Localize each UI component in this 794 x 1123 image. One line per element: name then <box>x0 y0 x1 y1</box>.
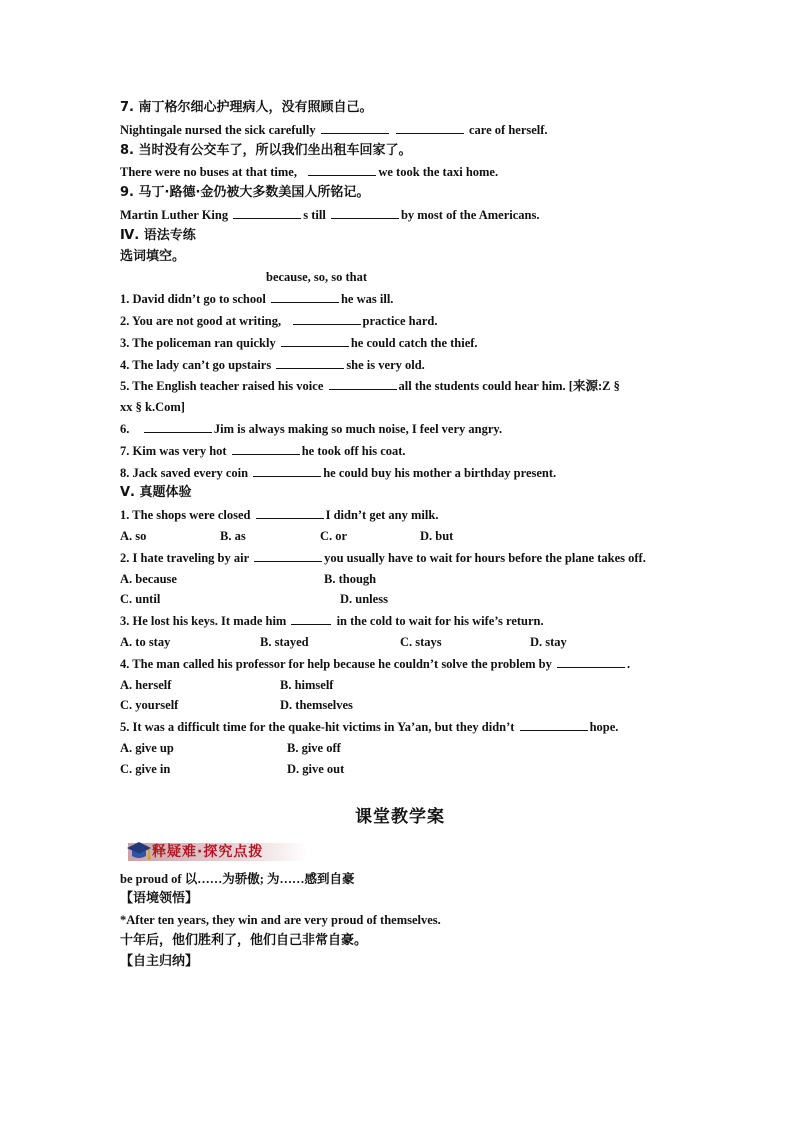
grammar-item-8-pre: 8. Jack saved every coin <box>120 465 249 480</box>
phrase-heading: be proud of 以……为骄傲; 为……感到自豪 <box>120 871 355 886</box>
grammar-item-3 <box>120 332 680 354</box>
exam-q3-option-d[interactable]: D. stay <box>530 634 567 649</box>
q9-blank-2[interactable] <box>331 204 399 219</box>
exam-q2-option-d[interactable]: D. unless <box>340 592 388 607</box>
source-tail: xx § k.Com] <box>120 400 185 415</box>
graduation-cap-icon <box>126 839 152 863</box>
exam-q2-post: you usually have to wait for hours before the plane takes off. <box>324 550 646 565</box>
q7-text-a: Nightingale nursed the sick carefully <box>120 122 316 137</box>
exam-q5-blank[interactable] <box>520 716 588 731</box>
grammar-item-5 <box>120 375 680 397</box>
exam-q1-option-d[interactable]: D. but <box>420 528 454 543</box>
exam-title: Ⅴ. 真题体验 <box>120 485 192 501</box>
context-label: 【语境领悟】 <box>120 891 199 907</box>
classroom-title: 课堂教学案 <box>355 806 445 827</box>
q9-text-b: s till <box>303 207 326 222</box>
q8-chinese: 8. 当时没有公交车了，所以我们坐出租车回家了。 <box>120 142 412 158</box>
grammar-subtitle: 选词填空。 <box>120 248 186 264</box>
exam-q4-pre: 4. The man called his professor for help because he couldn’t solve the problem by <box>120 656 552 671</box>
exam-q1-option-c[interactable]: C. or <box>320 528 348 543</box>
q9-text-c: by most of the Americans. <box>400 207 540 222</box>
grammar-item-6-pre: 6. <box>120 421 130 436</box>
exam-q1 <box>120 504 680 526</box>
grammar-title: Ⅳ. 语法专练 <box>120 227 196 243</box>
grammar-item-4 <box>120 354 680 376</box>
grammar-item-8-blank[interactable] <box>253 462 321 477</box>
q7-blank-1[interactable] <box>321 119 389 134</box>
exam-q4-options-row2 <box>120 695 680 716</box>
grammar-item-3-pre: 3. The policeman ran quickly <box>120 335 276 350</box>
exam-q2-options-row1 <box>120 569 680 590</box>
exam-q3-blank[interactable] <box>291 610 331 625</box>
exam-q5-option-d[interactable]: D. give out <box>287 761 345 776</box>
grammar-item-3-post: he could catch the thief. <box>350 335 478 350</box>
exam-q2-option-a[interactable]: A. because <box>120 571 177 586</box>
exam-q5-option-b[interactable]: B. give off <box>287 740 341 755</box>
q9-chinese: 9. 马丁·路德·金仍被大多数美国人所铭记。 <box>120 185 370 201</box>
q8-text-a: There were no buses at that time, <box>120 165 297 180</box>
grammar-item-1-blank[interactable] <box>271 288 339 303</box>
exam-q4-blank[interactable] <box>557 653 625 668</box>
grammar-item-7-blank[interactable] <box>232 440 300 455</box>
exam-q5-post: hope. <box>589 720 619 735</box>
q7-chinese: 7. 南丁格尔细心护理病人，没有照顾自己。 <box>120 100 373 115</box>
exam-q5-option-a[interactable]: A. give up <box>120 740 174 755</box>
banner <box>120 837 310 865</box>
q7-blank-2[interactable] <box>396 119 464 134</box>
example-english: *After ten years, they win and are very proud of themselves. <box>120 913 441 928</box>
exam-q5 <box>120 716 680 738</box>
exam-q2-blank[interactable] <box>254 547 322 562</box>
exam-q2-pre: 2. I hate traveling by air <box>120 550 249 565</box>
exam-q1-options <box>120 526 680 547</box>
exam-q3-option-b[interactable]: B. stayed <box>260 634 309 649</box>
q9-blank-1[interactable] <box>233 204 301 219</box>
grammar-item-2-blank[interactable] <box>293 310 361 325</box>
grammar-item-8 <box>120 462 680 484</box>
grammar-item-2-pre: 2. You are not good at writing, <box>120 313 282 328</box>
exam-q1-pre: 1. The shops were closed <box>120 508 251 523</box>
q9-text-a: Martin Luther King <box>120 207 229 222</box>
exam-q4-options-row1 <box>120 675 680 696</box>
worksheet-page <box>120 98 680 972</box>
grammar-item-1 <box>120 288 680 310</box>
exam-q5-pre: 5. It was a difficult time for the quake-hit victims in Ya’an, but they didn’t <box>120 720 515 735</box>
q9-english <box>120 204 680 226</box>
exam-q1-blank[interactable] <box>256 504 324 519</box>
exam-q3-post: in the cold to wait for his wife’s return. <box>336 614 544 629</box>
exam-q3-option-a[interactable]: A. to stay <box>120 634 171 649</box>
exam-q2 <box>120 547 674 569</box>
summary-label: 【自主归纳】 <box>120 953 199 969</box>
grammar-item-5-pre: 5. The English teacher raised his voice <box>120 379 324 394</box>
grammar-item-1-pre: 1. David didn’t go to school <box>120 292 266 307</box>
exam-q4-option-d[interactable]: D. themselves <box>280 698 353 713</box>
exam-q5-options-row1 <box>120 738 680 759</box>
exam-q3 <box>120 610 680 632</box>
grammar-item-8-post: he could buy his mother a birthday present. <box>323 465 557 480</box>
exam-q3-options <box>120 632 680 653</box>
grammar-item-5-post: all the students could hear him. [来源:Z § <box>398 379 620 394</box>
exam-q5-options-row2 <box>120 759 680 780</box>
exam-q2-option-c[interactable]: C. until <box>120 592 161 607</box>
word-bank: because, so, so that <box>266 270 368 285</box>
exam-q1-option-b[interactable]: B. as <box>220 528 246 543</box>
exam-q2-options-row2 <box>120 589 680 610</box>
exam-q5-option-c[interactable]: C. give in <box>120 761 171 776</box>
example-chinese: 十年后，他们胜利了，他们自己非常自豪。 <box>120 932 368 948</box>
grammar-item-2 <box>120 310 680 332</box>
exam-q4 <box>120 653 674 675</box>
exam-q1-option-a[interactable]: A. so <box>120 528 147 543</box>
exam-q4-option-a[interactable]: A. herself <box>120 677 172 692</box>
grammar-item-5-blank[interactable] <box>329 375 397 390</box>
exam-q4-option-c[interactable]: C. yourself <box>120 698 179 713</box>
exam-q2-option-b[interactable]: B. though <box>324 571 377 586</box>
grammar-item-6-blank[interactable] <box>144 418 212 433</box>
grammar-item-2-post: practice hard. <box>362 313 438 328</box>
exam-q1-post: I didn’t get any milk. <box>325 508 439 523</box>
grammar-item-4-post: she is very old. <box>346 357 425 372</box>
q8-blank-1[interactable] <box>308 161 376 176</box>
exam-q4-post: . <box>626 656 631 671</box>
q7-text-b: care of herself. <box>468 122 548 137</box>
grammar-item-6-post: Jim is always making so much noise, I feel very angry. <box>213 421 503 436</box>
grammar-item-4-pre: 4. The lady can’t go upstairs <box>120 357 272 372</box>
grammar-item-7-post: he took off his coat. <box>301 443 406 458</box>
grammar-item-6 <box>120 418 680 440</box>
q8-english <box>120 161 680 183</box>
exam-q4-option-b[interactable]: B. himself <box>280 677 334 692</box>
grammar-item-7-pre: 7. Kim was very hot <box>120 443 227 458</box>
q7-english <box>120 119 680 141</box>
grammar-item-3-blank[interactable] <box>281 332 349 347</box>
grammar-item-7 <box>120 440 680 462</box>
exam-q3-pre: 3. He lost his keys. It made him <box>120 614 287 629</box>
exam-q3-option-c[interactable]: C. stays <box>400 634 442 649</box>
grammar-item-1-post: he was ill. <box>340 292 394 307</box>
q8-text-b: we took the taxi home. <box>378 165 499 180</box>
banner-text: 释疑难·探究点拨 <box>152 843 264 860</box>
grammar-item-4-blank[interactable] <box>276 354 344 369</box>
